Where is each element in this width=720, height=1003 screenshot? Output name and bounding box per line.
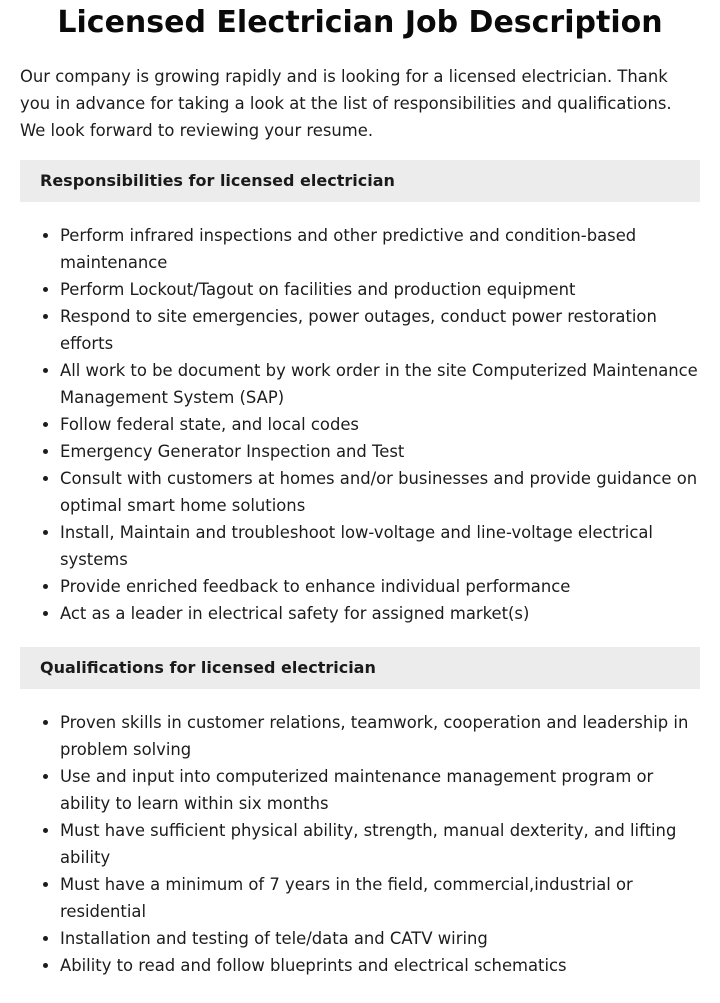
qualifications-list — [20, 709, 700, 979]
list-item: • Respond to site emergencies, power outages, conduct power restoration efforts — [60, 303, 700, 357]
responsibilities-heading: Responsibilities for licensed electrician — [20, 160, 700, 202]
list-item: • Perform infrared inspections and other predictive and condition-based maintenance — [60, 222, 700, 276]
list-item: • Consult with customers at homes and/or businesses and provide guidance on optimal smart home solutions — [60, 465, 700, 519]
list-item: • Installation and testing of tele/data and CATV wiring — [60, 925, 700, 952]
responsibilities-list — [20, 222, 700, 627]
qualifications-heading: Qualifications for licensed electrician — [20, 647, 700, 689]
list-item: • Use and input into computerized maintenance management program or ability to learn within six months — [60, 763, 700, 817]
list-item: • Install, Maintain and troubleshoot low-voltage and line-voltage electrical systems — [60, 519, 700, 573]
list-item: • Emergency Generator Inspection and Test — [60, 438, 700, 465]
list-item: • Must have sufficient physical ability, strength, manual dexterity, and lifting ability — [60, 817, 700, 871]
list-item: • Act as a leader in electrical safety for assigned market(s) — [60, 600, 700, 627]
list-item: • Must have a minimum of 7 years in the field, commercial,industrial or residential — [60, 871, 700, 925]
list-item: • Proven skills in customer relations, teamwork, cooperation and leadership in problem solving — [60, 709, 700, 763]
list-item: • All work to be document by work order in the site Computerized Maintenance Management System (SAP) — [60, 357, 700, 411]
list-item: • Ability to read and follow blueprints and electrical schematics — [60, 952, 700, 979]
list-item: • Perform Lockout/Tagout on facilities and production equipment — [60, 276, 700, 303]
intro-paragraph: Our company is growing rapidly and is looking for a licensed electrician. Thank you in advance for taking a look at the list of responsibilities and qualifications. We look forward to reviewing your resume. — [20, 67, 672, 140]
list-item: • Provide enriched feedback to enhance individual performance — [60, 573, 700, 600]
list-item: • Follow federal state, and local codes — [60, 411, 700, 438]
page-title: Licensed Electrician Job Description — [57, 5, 663, 40]
